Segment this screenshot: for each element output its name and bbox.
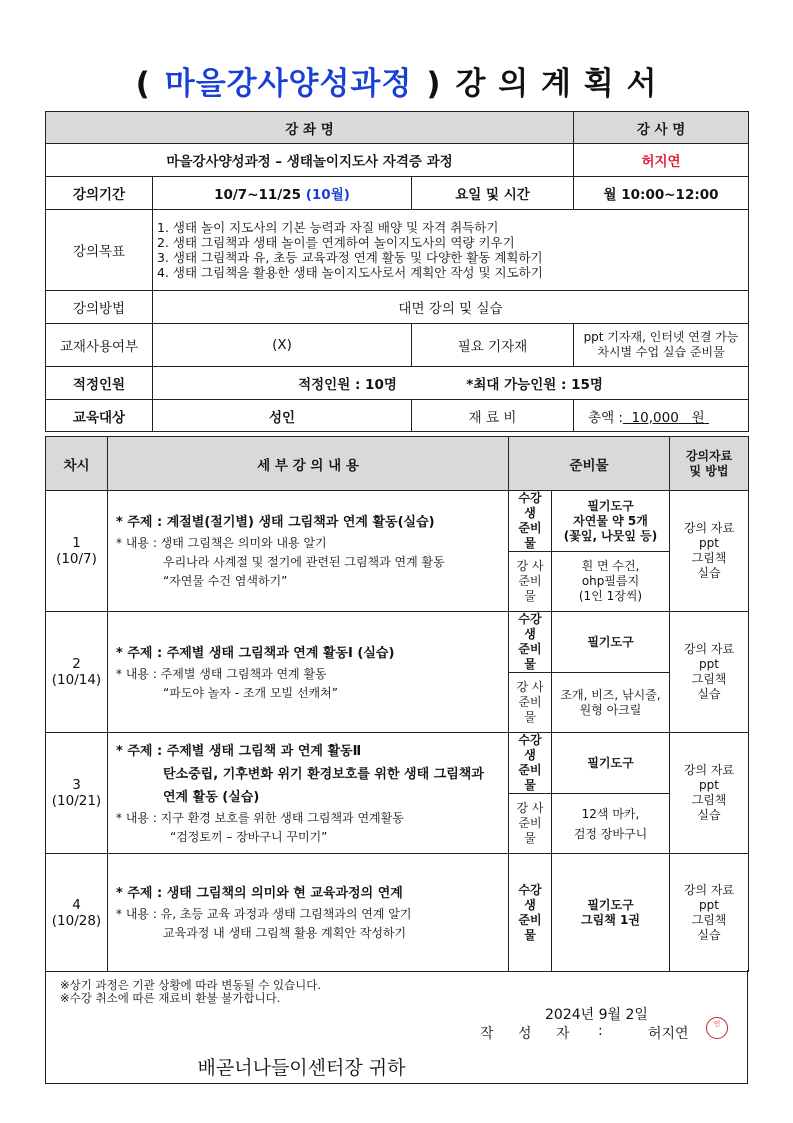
recipient: 배곧너나들이센터장 귀하 (197, 1057, 406, 1079)
session-detail: * 내용 : 생태 그림책은 의미와 내용 알기 (116, 536, 327, 550)
goal-item: 4. 생태 그림책을 활용한 생태 놀이지도사로서 계획안 작성 및 지도하기 (157, 265, 543, 280)
resource-line: 그림책 (691, 551, 727, 565)
material-line: 필기도구 (587, 755, 634, 770)
material-line: 필기도구 (587, 897, 634, 912)
label-line: 준비물 (518, 574, 542, 603)
course-name: 마을강사양성과정 – 생태놀이지도사 자격증 과정 (46, 144, 574, 177)
period-dates: 10/7~11/25 (214, 187, 302, 203)
session-content-header (108, 437, 509, 491)
schedule-value: 월 10:00~12:00 (574, 177, 749, 210)
capacity-value (153, 367, 749, 400)
target-label: 교육대상 (46, 400, 153, 432)
textbook-label: 교재사용여부 (46, 324, 153, 367)
course-col-header: 강 좌 명 (46, 112, 574, 144)
material-line: 그림책 1권 (581, 912, 640, 927)
title-course: 마을강사양성과정 (164, 66, 413, 102)
teacher-materials-label (509, 673, 552, 733)
session-resources-header (670, 437, 749, 491)
title-open-paren: ( (135, 66, 151, 102)
resource-line: 강의 자료ppt (683, 763, 735, 792)
session-topic: * 주제 : 계절별(절기별) 생태 그림책과 연계 활동(실습) (116, 515, 435, 530)
schedule-label: 요일 및 시간 (412, 177, 574, 210)
session-detail: “검정토끼 – 장바구니 꾸미기” (170, 829, 328, 844)
resource-line: 강의 자료ppt (683, 882, 735, 912)
session-resources (670, 854, 749, 972)
material-line: 12색 마카, (581, 806, 640, 821)
student-materials (552, 854, 670, 972)
session-content (108, 854, 509, 972)
author-name: 허지연 (648, 1026, 689, 1042)
fee-prefix: 총액 : (588, 409, 623, 426)
label-line: 수강생 (518, 491, 542, 520)
teacher-materials-label (509, 552, 552, 612)
session-content (108, 491, 509, 612)
session-detail: * 내용 : 지구 환경 보호를 위한 생태 그림책과 연계활동 (116, 810, 404, 825)
material-line: (꽃잎, 나뭇잎 등) (563, 528, 658, 543)
method-label: 강의방법 (46, 291, 153, 324)
period-months: (10월) (305, 187, 350, 203)
note-line: ※상기 과정은 기관 상황에 따라 변동될 수 있습니다. (60, 978, 322, 992)
session-no: 2 (72, 656, 81, 672)
resources-header-line: 및 방법 (689, 463, 729, 478)
resource-line: 그림책 (691, 912, 727, 927)
goal-item: 1. 생태 놀이 지도사의 기본 능력과 자질 배양 및 자격 취득하기 (157, 220, 499, 235)
resource-line: 강의 자료ppt (683, 521, 735, 550)
session-topic: * 주제 : 생태 그림책의 의미와 현 교육과정의 연계 (116, 886, 403, 901)
note-line: ※수강 취소에 따른 재료비 환불 불가합니다. (60, 991, 281, 1005)
session-no: 1 (72, 535, 81, 551)
sessions-table (45, 436, 749, 972)
session-no-cell (46, 612, 108, 733)
label-line: 준비물 (518, 695, 542, 724)
material-line: (1인 1장씩) (578, 589, 643, 603)
resource-line: 실습 (697, 687, 721, 701)
material-line: 필기도구 (587, 634, 634, 649)
teacher-materials (552, 673, 670, 733)
label-line: 수강생 (518, 733, 542, 762)
equipment-line: 차시별 수업 실습 준비물 (597, 345, 725, 359)
label-line: 준비물 (518, 912, 542, 942)
goal-item: 2. 생태 그림책과 생태 놀이를 연계하여 놀이지도사의 역량 키우기 (157, 235, 515, 250)
author-colon: : (598, 1023, 603, 1039)
session-detail: “파도야 놀자 - 조개 모빌 선캐쳐” (163, 685, 338, 700)
resource-line: 그림책 (691, 672, 727, 686)
session-detail: * 내용 : 유, 초등 교육 과정과 생태 그림책과의 연계 알기 (116, 907, 412, 921)
label-line: 준비물 (518, 521, 542, 550)
session-content-header-text: 세 부 강 의 내 용 (257, 457, 359, 474)
resources-header-line: 강의자료 (685, 448, 733, 463)
session-detail: 우리나라 사계절 및 절기에 관련된 그림책과 연계 활동 (163, 555, 445, 569)
student-materials-label (509, 854, 552, 972)
equipment-line: ppt 기자재, 인터넷 연결 가능 (583, 330, 739, 344)
material-line: 필기도구 (587, 498, 634, 513)
resource-line: 실습 (697, 566, 721, 580)
label-line: 강 사 (516, 680, 544, 694)
goal-item: 3. 생태 그림책과 유, 초등 교육과정 연계 활동 및 다양한 활동 계획하기 (157, 250, 543, 265)
session-topic: * 주제 : 주제별 생태 그림책과 연계 활동Ⅰ (실습) (116, 645, 395, 661)
teacher-materials (552, 794, 670, 854)
student-materials (552, 491, 670, 552)
capacity-proper: 적정인원 : 10명 (298, 377, 397, 393)
student-materials (552, 733, 670, 794)
capacity-max: *최대 가능인원 : 15명 (466, 377, 603, 393)
session-topic: * 주제 : 주제별 생태 그림책 과 연계 활동Ⅱ (116, 743, 362, 759)
student-materials-label (509, 733, 552, 794)
resource-line: 강의 자료ppt (683, 642, 735, 671)
session-no-cell (46, 733, 108, 854)
teacher-materials-label (509, 794, 552, 854)
resource-line: 실습 (697, 808, 721, 822)
document-date: 2024년 9월 2일 (545, 1007, 648, 1023)
session-date: (10/7) (56, 551, 97, 567)
fee-unit: 원 (691, 409, 705, 426)
resource-line: 실습 (697, 927, 721, 942)
target-value: 성인 (153, 400, 412, 432)
material-line: 원형 아크릴 (579, 702, 642, 717)
instructor-name: 허지연 (574, 144, 749, 177)
session-resources (670, 612, 749, 733)
session-date: (10/21) (51, 793, 102, 809)
goals-list (153, 210, 749, 291)
label-line: 준비물 (518, 763, 542, 792)
session-no-cell (46, 854, 108, 972)
fee-amount-underlined (623, 410, 709, 426)
label-line: 수강생 (518, 882, 542, 912)
footer-notes (60, 979, 321, 1005)
student-materials-label (509, 612, 552, 673)
session-topic: 탄소중립, 기후변화 위기 환경보호를 위한 생태 그림책과 (163, 766, 484, 782)
session-no: 3 (72, 777, 81, 793)
title-doc-name: 강 의 계 획 서 (455, 66, 658, 102)
seal-stamp-icon (706, 1017, 728, 1039)
session-detail: * 내용 : 주제별 생태 그림책과 연계 활동 (116, 666, 327, 681)
goals-label: 강의목표 (46, 210, 153, 291)
session-date: (10/14) (51, 672, 102, 688)
label-line: 수강생 (518, 612, 542, 641)
session-resources (670, 733, 749, 854)
method-value: 대면 강의 및 실습 (153, 291, 749, 324)
session-content (108, 612, 509, 733)
title-close-paren: ) (426, 66, 442, 102)
label-line: 강 사 (516, 559, 544, 573)
session-no-header: 차시 (46, 437, 108, 491)
equipment-label: 필요 기자재 (412, 324, 574, 367)
instructor-col-header: 강 사 명 (574, 112, 749, 144)
author-label: 작 성 자 (480, 1026, 580, 1042)
session-no-cell (46, 491, 108, 612)
label-line: 준비물 (518, 642, 542, 671)
fee-amount: 10,000 (631, 409, 679, 426)
material-line: 검정 장바구니 (573, 826, 648, 841)
seal-text: 인 (713, 1020, 721, 1028)
teacher-materials (552, 552, 670, 612)
session-content (108, 733, 509, 854)
material-line: 조개, 비즈, 낚시줄, (560, 687, 661, 702)
resource-line: 그림책 (691, 793, 727, 807)
session-detail: “자연물 수건 염색하기” (163, 574, 288, 588)
session-resources (670, 491, 749, 612)
session-date: (10/28) (51, 912, 102, 929)
fee-label: 재 료 비 (412, 400, 574, 432)
equipment-value (574, 324, 749, 367)
material-line: 자연물 약 5개 (573, 513, 648, 528)
session-materials-header: 준비물 (509, 437, 670, 491)
material-line: ohp필름지 (581, 574, 640, 588)
capacity-label: 적정인원 (46, 367, 153, 400)
session-no: 4 (72, 896, 81, 913)
student-materials (552, 612, 670, 673)
label-line: 준비물 (518, 816, 542, 845)
period-value (153, 177, 412, 210)
period-label: 강의기간 (46, 177, 153, 210)
course-info-table (45, 111, 749, 432)
label-line: 강 사 (516, 801, 544, 815)
session-detail: 교육과정 내 생태 그림책 활용 계획안 작성하기 (163, 926, 407, 940)
session-topic: 연계 활동 (실습) (163, 789, 260, 805)
textbook-value: (X) (153, 324, 412, 367)
material-line: 흰 면 수건, (581, 559, 640, 573)
page-title (0, 58, 793, 103)
fee-value (574, 400, 749, 432)
student-materials-label (509, 491, 552, 552)
